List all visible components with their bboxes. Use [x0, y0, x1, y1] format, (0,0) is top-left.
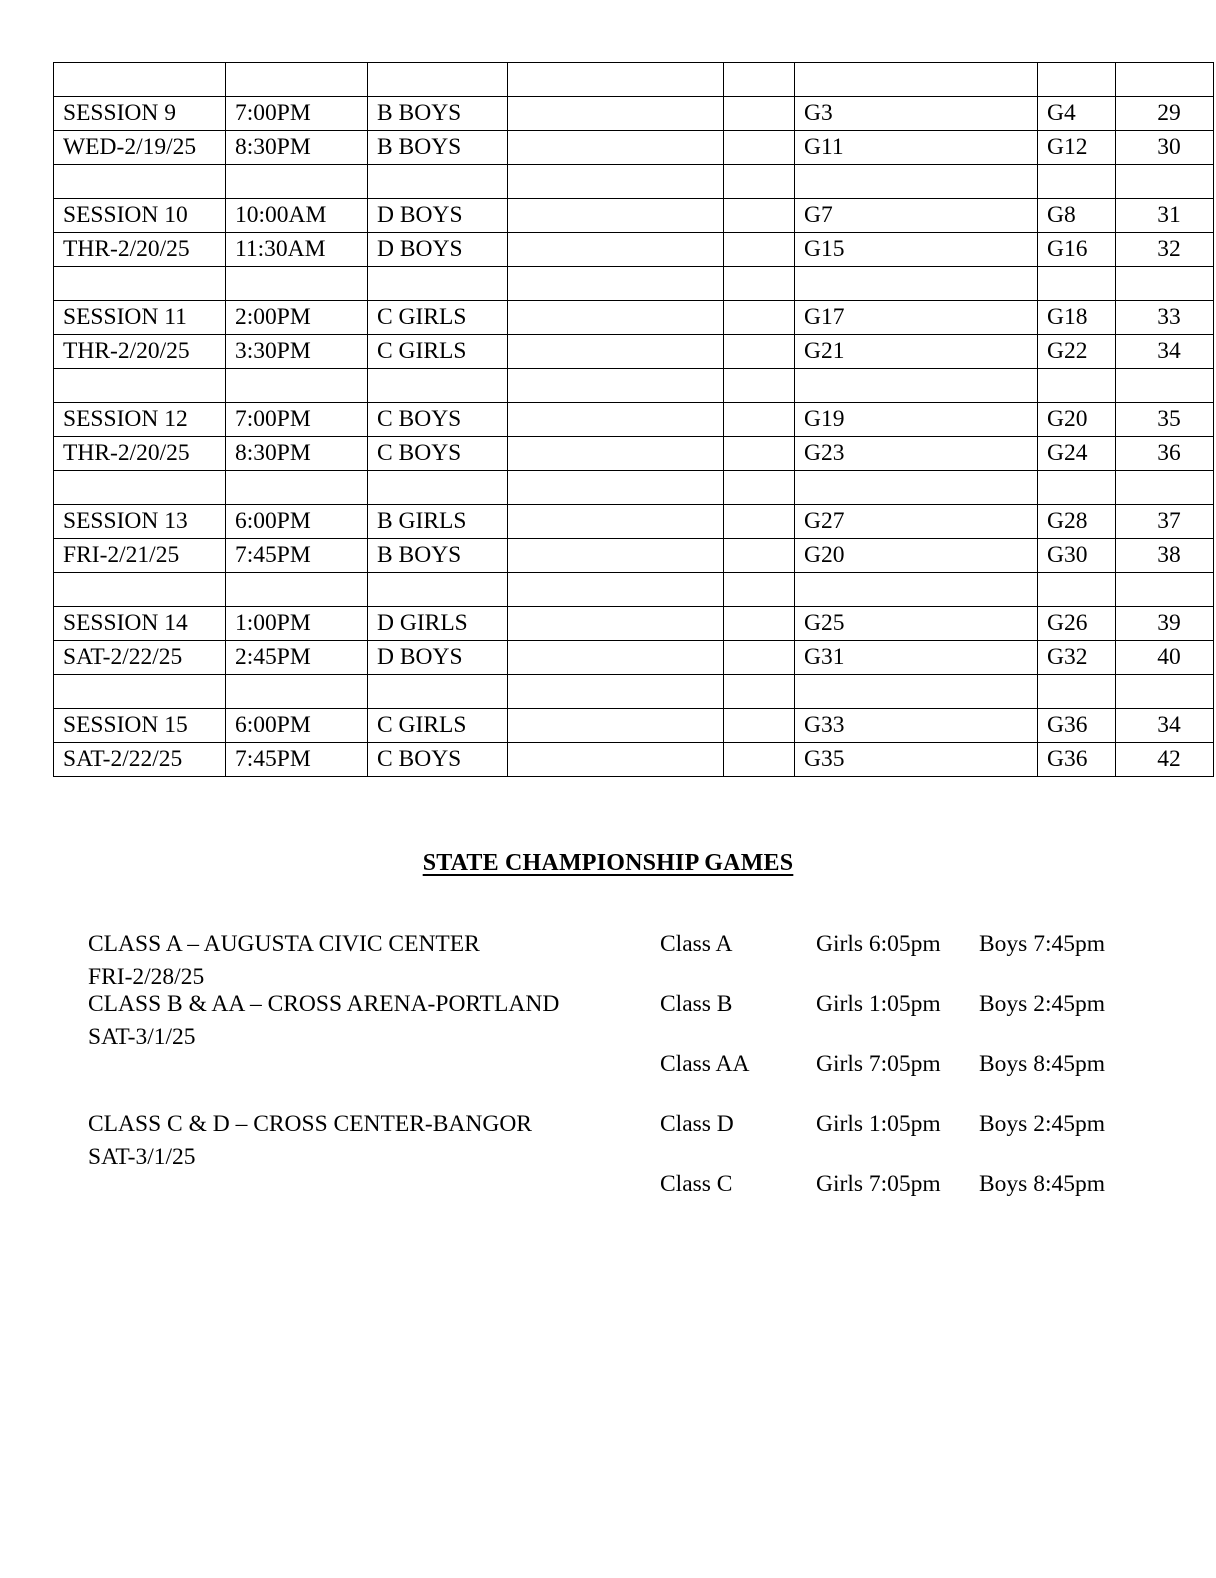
championship-girls-time: Girls 7:05pm [816, 1051, 941, 1077]
schedule-cell-session: THR-2/20/25 [54, 233, 226, 267]
table-row [54, 539, 1214, 573]
schedule-cell-time: 8:30PM [226, 131, 368, 165]
schedule-cell-time: 3:30PM [226, 335, 368, 369]
schedule-spacer-cell-division [368, 471, 508, 505]
championship-venue-date: SAT-3/1/25 [88, 1144, 196, 1170]
schedule-spacer-cell-home_game [795, 675, 1038, 709]
schedule-cell-away_game: G8 [1038, 199, 1116, 233]
schedule-cell-home_game: G15 [795, 233, 1038, 267]
schedule-cell-division: B BOYS [368, 131, 508, 165]
schedule-cell-home_game: G33 [795, 709, 1038, 743]
schedule-cell-blank [508, 233, 724, 267]
schedule-spacer-cell-time [226, 675, 368, 709]
schedule-cell-home_game: G20 [795, 539, 1038, 573]
schedule-cell-time: 7:45PM [226, 539, 368, 573]
schedule-cell-home_game: G35 [795, 743, 1038, 777]
schedule-spacer-cell-number [1116, 573, 1214, 607]
schedule-cell-blank [508, 743, 724, 777]
schedule-cell-home_game: G23 [795, 437, 1038, 471]
schedule-cell-gap [724, 301, 795, 335]
schedule-cell-blank [508, 641, 724, 675]
table-row [54, 403, 1214, 437]
championship-group [0, 928, 1216, 988]
schedule-cell-division: C GIRLS [368, 335, 508, 369]
schedule-cell-session: SESSION 14 [54, 607, 226, 641]
table-row [54, 743, 1214, 777]
schedule-cell-session: SAT-2/22/25 [54, 641, 226, 675]
schedule-cell-number: 34 [1116, 709, 1214, 743]
schedule-spacer-cell-session [54, 471, 226, 505]
schedule-cell-gap [724, 199, 795, 233]
schedule-cell-session: THR-2/20/25 [54, 437, 226, 471]
schedule-cell-away_game: G20 [1038, 403, 1116, 437]
schedule-spacer-cell-blank [508, 675, 724, 709]
table-row [54, 97, 1214, 131]
schedule-spacer-cell-number [1116, 165, 1214, 199]
schedule-spacer-cell-number [1116, 267, 1214, 301]
schedule-spacer-cell-away_game [1038, 165, 1116, 199]
schedule-spacer-cell-division [368, 63, 508, 97]
schedule-cell-home_game: G27 [795, 505, 1038, 539]
schedule-spacer-cell-session [54, 573, 226, 607]
schedule-spacer-cell-blank [508, 267, 724, 301]
schedule-cell-number: 32 [1116, 233, 1214, 267]
schedule-spacer-cell-session [54, 165, 226, 199]
schedule-cell-away_game: G16 [1038, 233, 1116, 267]
schedule-cell-blank [508, 607, 724, 641]
schedule-cell-time: 10:00AM [226, 199, 368, 233]
schedule-spacer-row [54, 63, 1214, 97]
schedule-spacer-cell-gap [724, 267, 795, 301]
schedule-cell-away_game: G4 [1038, 97, 1116, 131]
schedule-cell-division: C BOYS [368, 437, 508, 471]
schedule-cell-home_game: G3 [795, 97, 1038, 131]
schedule-spacer-cell-number [1116, 369, 1214, 403]
schedule-spacer-cell-session [54, 675, 226, 709]
schedule-spacer-cell-time [226, 471, 368, 505]
schedule-cell-time: 2:00PM [226, 301, 368, 335]
table-row [54, 335, 1214, 369]
schedule-cell-number: 35 [1116, 403, 1214, 437]
schedule-cell-gap [724, 505, 795, 539]
schedule-spacer-cell-time [226, 63, 368, 97]
schedule-spacer-cell-home_game [795, 369, 1038, 403]
schedule-cell-home_game: G31 [795, 641, 1038, 675]
championship-boys-time: Boys 8:45pm [979, 1051, 1106, 1077]
championship-class-row [0, 1048, 1216, 1108]
schedule-spacer-cell-home_game [795, 267, 1038, 301]
state-championship-heading [0, 850, 1216, 877]
schedule-spacer-cell-division [368, 573, 508, 607]
schedule-cell-number: 34 [1116, 335, 1214, 369]
schedule-cell-session: SESSION 10 [54, 199, 226, 233]
championship-boys-time: Boys 8:45pm [979, 1171, 1106, 1197]
schedule-cell-away_game: G28 [1038, 505, 1116, 539]
schedule-cell-division: C GIRLS [368, 709, 508, 743]
schedule-spacer-cell-blank [508, 165, 724, 199]
championship-class-label: Class AA [660, 1051, 750, 1077]
schedule-cell-session: SESSION 15 [54, 709, 226, 743]
schedule-cell-division: D GIRLS [368, 607, 508, 641]
schedule-cell-gap [724, 233, 795, 267]
schedule-spacer-cell-home_game [795, 573, 1038, 607]
schedule-cell-blank [508, 403, 724, 437]
schedule-cell-blank [508, 437, 724, 471]
schedule-cell-number: 42 [1116, 743, 1214, 777]
schedule-cell-away_game: G12 [1038, 131, 1116, 165]
schedule-spacer-row [54, 165, 1214, 199]
schedule-spacer-cell-gap [724, 573, 795, 607]
schedule-spacer-cell-blank [508, 471, 724, 505]
schedule-spacer-cell-away_game [1038, 471, 1116, 505]
championship-girls-time: Girls 6:05pm [816, 931, 941, 957]
schedule-cell-time: 7:00PM [226, 97, 368, 131]
championship-venue-name: CLASS A – AUGUSTA CIVIC CENTER [88, 931, 480, 957]
schedule-spacer-cell-session [54, 369, 226, 403]
championship-venue-name: CLASS B & AA – CROSS ARENA-PORTLAND [88, 991, 560, 1017]
schedule-cell-number: 33 [1116, 301, 1214, 335]
schedule-cell-division: B GIRLS [368, 505, 508, 539]
schedule-spacer-cell-session [54, 63, 226, 97]
schedule-cell-division: D BOYS [368, 233, 508, 267]
schedule-spacer-row [54, 675, 1214, 709]
schedule-cell-session: SESSION 9 [54, 97, 226, 131]
schedule-spacer-cell-number [1116, 63, 1214, 97]
schedule-spacer-cell-gap [724, 165, 795, 199]
schedule-spacer-cell-away_game [1038, 63, 1116, 97]
table-row [54, 437, 1214, 471]
table-row [54, 199, 1214, 233]
schedule-cell-away_game: G22 [1038, 335, 1116, 369]
schedule-spacer-cell-division [368, 267, 508, 301]
schedule-cell-session: SAT-2/22/25 [54, 743, 226, 777]
championship-class-row [0, 1168, 1216, 1228]
schedule-cell-gap [724, 709, 795, 743]
championship-class-row [0, 928, 1216, 988]
championship-class-row [0, 988, 1216, 1048]
schedule-cell-home_game: G11 [795, 131, 1038, 165]
championship-class-label: Class A [660, 931, 733, 957]
state-championship-heading-text: STATE CHAMPIONSHIP GAMES [422, 850, 794, 876]
schedule-cell-gap [724, 641, 795, 675]
schedule-cell-away_game: G36 [1038, 743, 1116, 777]
schedule-cell-number: 31 [1116, 199, 1214, 233]
schedule-cell-session: SESSION 13 [54, 505, 226, 539]
championship-group [0, 988, 1216, 1108]
table-row [54, 709, 1214, 743]
table-row [54, 131, 1214, 165]
schedule-cell-gap [724, 539, 795, 573]
schedule-spacer-cell-session [54, 267, 226, 301]
schedule-cell-home_game: G21 [795, 335, 1038, 369]
schedule-cell-session: WED-2/19/25 [54, 131, 226, 165]
schedule-spacer-cell-gap [724, 63, 795, 97]
schedule-cell-home_game: G17 [795, 301, 1038, 335]
championship-class-label: Class B [660, 991, 733, 1017]
schedule-cell-division: C BOYS [368, 743, 508, 777]
schedule-cell-number: 29 [1116, 97, 1214, 131]
table-row [54, 607, 1214, 641]
schedule-cell-home_game: G25 [795, 607, 1038, 641]
schedule-cell-blank [508, 199, 724, 233]
championship-boys-time: Boys 7:45pm [979, 931, 1106, 957]
schedule-cell-session: THR-2/20/25 [54, 335, 226, 369]
schedule-cell-gap [724, 437, 795, 471]
schedule-cell-number: 36 [1116, 437, 1214, 471]
schedule-cell-session: FRI-2/21/25 [54, 539, 226, 573]
championship-class-label: Class D [660, 1111, 734, 1137]
schedule-spacer-cell-home_game [795, 63, 1038, 97]
schedule-spacer-row [54, 471, 1214, 505]
table-row [54, 301, 1214, 335]
schedule-spacer-cell-gap [724, 369, 795, 403]
schedule-cell-number: 40 [1116, 641, 1214, 675]
schedule-cell-number: 30 [1116, 131, 1214, 165]
schedule-cell-blank [508, 539, 724, 573]
schedule-spacer-cell-number [1116, 471, 1214, 505]
schedule-cell-away_game: G32 [1038, 641, 1116, 675]
schedule-spacer-row [54, 573, 1214, 607]
schedule-spacer-cell-blank [508, 63, 724, 97]
schedule-cell-blank [508, 709, 724, 743]
championship-class-row [0, 1108, 1216, 1168]
schedule-cell-away_game: G18 [1038, 301, 1116, 335]
tournament-schedule-body [54, 63, 1214, 777]
schedule-spacer-cell-division [368, 369, 508, 403]
schedule-cell-away_game: G24 [1038, 437, 1116, 471]
table-row [54, 505, 1214, 539]
schedule-cell-session: SESSION 12 [54, 403, 226, 437]
schedule-spacer-cell-away_game [1038, 369, 1116, 403]
schedule-cell-time: 6:00PM [226, 505, 368, 539]
schedule-cell-blank [508, 335, 724, 369]
schedule-cell-number: 37 [1116, 505, 1214, 539]
schedule-cell-number: 38 [1116, 539, 1214, 573]
schedule-cell-division: B BOYS [368, 97, 508, 131]
championship-venue-name: CLASS C & D – CROSS CENTER-BANGOR [88, 1111, 532, 1137]
schedule-cell-number: 39 [1116, 607, 1214, 641]
championship-venue-date: SAT-3/1/25 [88, 1024, 196, 1050]
tournament-schedule-table [53, 62, 1214, 777]
schedule-cell-session: SESSION 11 [54, 301, 226, 335]
championship-girls-time: Girls 7:05pm [816, 1171, 941, 1197]
championship-group [0, 1108, 1216, 1228]
schedule-cell-gap [724, 97, 795, 131]
schedule-cell-time: 11:30AM [226, 233, 368, 267]
schedule-cell-blank [508, 505, 724, 539]
schedule-cell-home_game: G19 [795, 403, 1038, 437]
schedule-cell-time: 7:45PM [226, 743, 368, 777]
schedule-spacer-cell-home_game [795, 165, 1038, 199]
table-row [54, 641, 1214, 675]
state-championship-section [0, 928, 1216, 1228]
schedule-cell-gap [724, 131, 795, 165]
schedule-cell-blank [508, 131, 724, 165]
schedule-cell-blank [508, 301, 724, 335]
championship-venue-date: FRI-2/28/25 [88, 964, 205, 990]
championship-girls-time: Girls 1:05pm [816, 991, 941, 1017]
schedule-spacer-cell-number [1116, 675, 1214, 709]
schedule-spacer-cell-gap [724, 675, 795, 709]
schedule-spacer-row [54, 267, 1214, 301]
schedule-cell-away_game: G36 [1038, 709, 1116, 743]
schedule-spacer-cell-time [226, 165, 368, 199]
schedule-cell-time: 7:00PM [226, 403, 368, 437]
schedule-spacer-cell-away_game [1038, 573, 1116, 607]
schedule-cell-time: 2:45PM [226, 641, 368, 675]
championship-boys-time: Boys 2:45pm [979, 991, 1106, 1017]
schedule-spacer-cell-gap [724, 471, 795, 505]
championship-class-label: Class C [660, 1171, 733, 1197]
schedule-spacer-cell-blank [508, 369, 724, 403]
schedule-cell-time: 6:00PM [226, 709, 368, 743]
schedule-cell-time: 8:30PM [226, 437, 368, 471]
schedule-cell-gap [724, 335, 795, 369]
schedule-cell-division: D BOYS [368, 641, 508, 675]
schedule-spacer-cell-away_game [1038, 267, 1116, 301]
schedule-cell-gap [724, 403, 795, 437]
schedule-spacer-cell-away_game [1038, 675, 1116, 709]
schedule-cell-gap [724, 743, 795, 777]
table-row [54, 233, 1214, 267]
schedule-spacer-row [54, 369, 1214, 403]
schedule-cell-division: D BOYS [368, 199, 508, 233]
championship-girls-time: Girls 1:05pm [816, 1111, 941, 1137]
schedule-spacer-cell-time [226, 369, 368, 403]
schedule-cell-away_game: G26 [1038, 607, 1116, 641]
schedule-spacer-cell-division [368, 675, 508, 709]
schedule-cell-division: C BOYS [368, 403, 508, 437]
schedule-cell-time: 1:00PM [226, 607, 368, 641]
schedule-spacer-cell-time [226, 573, 368, 607]
schedule-cell-division: B BOYS [368, 539, 508, 573]
schedule-spacer-cell-time [226, 267, 368, 301]
schedule-spacer-cell-home_game [795, 471, 1038, 505]
schedule-spacer-cell-blank [508, 573, 724, 607]
schedule-cell-away_game: G30 [1038, 539, 1116, 573]
schedule-cell-home_game: G7 [795, 199, 1038, 233]
schedule-spacer-cell-division [368, 165, 508, 199]
championship-boys-time: Boys 2:45pm [979, 1111, 1106, 1137]
schedule-cell-blank [508, 97, 724, 131]
schedule-cell-gap [724, 607, 795, 641]
tournament-schedule-table-container [53, 62, 1181, 777]
schedule-cell-division: C GIRLS [368, 301, 508, 335]
